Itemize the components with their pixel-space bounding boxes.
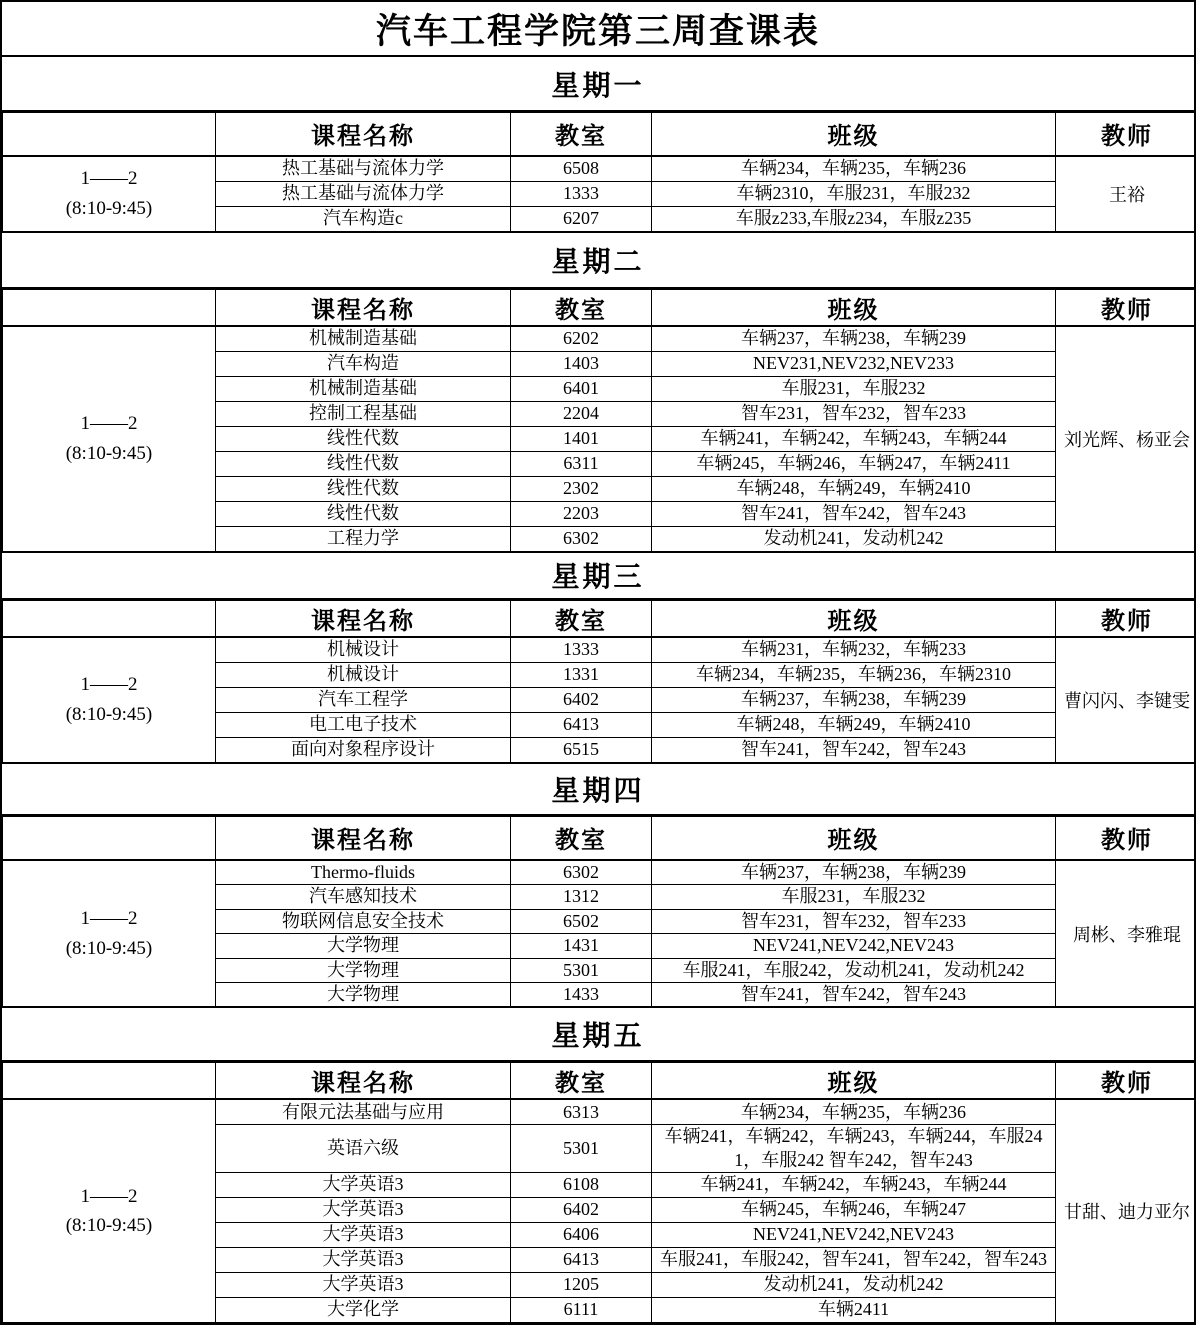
room-cell: 2302 [511,476,652,501]
course-cell: 机械设计 [216,662,511,687]
classes-cell: 车辆237，车辆238，车辆239 [652,860,1056,885]
room-cell: 6508 [511,156,652,182]
day-table [2,1062,1196,1323]
room-cell: 1431 [511,934,652,958]
teacher-cell: 王裕 [1056,156,1196,232]
col-header-room: 教室 [511,113,652,156]
col-header-teacher: 教师 [1056,113,1196,156]
col-header-course: 课程名称 [216,816,511,860]
classes-cell: 车辆234，车辆235，车辆236，车辆2310 [652,662,1056,687]
course-cell: 汽车感知技术 [216,885,511,909]
room-cell: 5301 [511,958,652,982]
room-cell: 6406 [511,1223,652,1248]
course-cell: 大学物理 [216,982,511,1007]
time-column-header-empty [3,1063,216,1100]
table-row [3,156,1196,182]
room-cell: 6402 [511,687,652,712]
course-cell: 线性代数 [216,501,511,526]
course-cell: 汽车工程学 [216,687,511,712]
day-banner: 星期二 [2,233,1194,289]
course-cell: 汽车构造 [216,351,511,376]
room-cell: 6413 [511,712,652,737]
classes-cell: 车辆2411 [652,1298,1056,1323]
course-cell: 大学英语3 [216,1223,511,1248]
course-cell: 热工基础与流体力学 [216,156,511,182]
col-header-classes: 班级 [652,1063,1056,1100]
course-cell: 大学英语3 [216,1273,511,1298]
time-column-header-empty [3,289,216,326]
classes-cell: 发动机241，发动机242 [652,1273,1056,1298]
room-cell: 1333 [511,637,652,663]
day-banner: 星期四 [2,764,1194,816]
classes-cell: 车辆241，车辆242，车辆243，车辆244 [652,426,1056,451]
classes-cell: 车辆245，车辆246，车辆247，车辆2411 [652,451,1056,476]
table-row [3,326,1196,352]
classes-cell: 智车241，智车242，智车243 [652,982,1056,1007]
course-cell: 机械设计 [216,637,511,663]
page-title: 汽车工程学院第三周查课表 [2,2,1194,57]
time-slot-cell [3,1099,216,1322]
room-cell: 6302 [511,526,652,552]
course-cell: 线性代数 [216,451,511,476]
time-slot-periods: 1——2 [7,164,211,193]
classes-cell: 车服241，车服242，智车241，智车242，智车243 [652,1248,1056,1273]
col-header-course: 课程名称 [216,113,511,156]
col-header-classes: 班级 [652,113,1056,156]
day-table [2,112,1196,233]
teacher-cell: 周彬、李雅琨 [1056,860,1196,1007]
col-header-teacher: 教师 [1056,289,1196,326]
col-header-classes: 班级 [652,600,1056,637]
room-cell: 6311 [511,451,652,476]
col-header-teacher: 教师 [1056,600,1196,637]
day-banner: 星期一 [2,57,1194,112]
day-section [2,1008,1194,1323]
time-column-header-empty [3,600,216,637]
course-cell: 热工基础与流体力学 [216,181,511,206]
course-cell: 线性代数 [216,426,511,451]
classes-cell: 智车241，智车242，智车243 [652,737,1056,763]
course-cell: 机械制造基础 [216,326,511,352]
classes-cell: 智车231，智车232，智车233 [652,401,1056,426]
room-cell: 6111 [511,1298,652,1323]
course-cell: 线性代数 [216,476,511,501]
course-cell: 控制工程基础 [216,401,511,426]
col-header-room: 教室 [511,816,652,860]
day-sections-container [2,57,1194,1323]
classes-cell: NEV241,NEV242,NEV243 [652,934,1056,958]
room-cell: 6202 [511,326,652,352]
classes-cell: 车服z233,车服z234，车服z235 [652,206,1056,232]
time-slot-cell [3,156,216,232]
classes-cell: 车辆241，车辆242，车辆243，车辆244，车服241，车服242 智车242，智车243 [652,1125,1056,1173]
time-slot-cell [3,860,216,1007]
day-section [2,764,1194,1009]
classes-cell: 车辆231，车辆232，车辆233 [652,637,1056,663]
classes-cell: NEV241,NEV242,NEV243 [652,1223,1056,1248]
room-cell: 6401 [511,376,652,401]
room-cell: 6108 [511,1173,652,1198]
teacher-cell: 甘甜、迪力亚尔 [1056,1099,1196,1322]
classes-cell: 车辆241，车辆242，车辆243，车辆244 [652,1173,1056,1198]
room-cell: 6313 [511,1099,652,1125]
course-cell: 电工电子技术 [216,712,511,737]
time-slot-periods: 1——2 [7,670,211,699]
col-header-course: 课程名称 [216,289,511,326]
room-cell: 5301 [511,1125,652,1173]
room-cell: 2204 [511,401,652,426]
course-cell: 工程力学 [216,526,511,552]
room-cell: 6413 [511,1248,652,1273]
time-column-header-empty [3,113,216,156]
day-table [2,289,1196,553]
time-slot-hours: (8:10-9:45) [7,934,211,963]
time-slot-hours: (8:10-9:45) [7,1211,211,1240]
teacher-cell: 刘光辉、杨亚会 [1056,326,1196,552]
course-cell: 面向对象程序设计 [216,737,511,763]
col-header-teacher: 教师 [1056,1063,1196,1100]
classes-cell: 发动机241，发动机242 [652,526,1056,552]
classes-cell: 车辆234，车辆235，车辆236 [652,156,1056,182]
col-header-teacher: 教师 [1056,816,1196,860]
time-slot-cell [3,326,216,552]
classes-cell: 车服241，车服242，发动机241，发动机242 [652,958,1056,982]
classes-cell: 车辆234，车辆235，车辆236 [652,1099,1056,1125]
classes-cell: 车辆248，车辆249，车辆2410 [652,476,1056,501]
room-cell: 1312 [511,885,652,909]
room-cell: 6502 [511,909,652,933]
course-cell: Thermo-fluids [216,860,511,885]
course-cell: 大学英语3 [216,1248,511,1273]
room-cell: 1403 [511,351,652,376]
col-header-room: 教室 [511,1063,652,1100]
day-banner: 星期三 [2,553,1194,600]
course-cell: 大学化学 [216,1298,511,1323]
room-cell: 6515 [511,737,652,763]
classes-cell: 车辆237，车辆238，车辆239 [652,326,1056,352]
table-row [3,637,1196,663]
col-header-room: 教室 [511,289,652,326]
course-cell: 汽车构造c [216,206,511,232]
classes-cell: NEV231,NEV232,NEV233 [652,351,1056,376]
time-slot-periods: 1——2 [7,904,211,933]
day-section [2,233,1194,553]
room-cell: 6302 [511,860,652,885]
room-cell: 2203 [511,501,652,526]
course-cell: 大学英语3 [216,1198,511,1223]
classes-cell: 车服231，车服232 [652,376,1056,401]
classes-cell: 车辆248，车辆249，车辆2410 [652,712,1056,737]
day-section [2,57,1194,233]
course-cell: 大学物理 [216,934,511,958]
col-header-classes: 班级 [652,816,1056,860]
classes-cell: 车辆2310，车服231，车服232 [652,181,1056,206]
day-banner: 星期五 [2,1008,1194,1062]
day-table [2,816,1196,1009]
course-cell: 大学物理 [216,958,511,982]
time-slot-hours: (8:10-9:45) [7,700,211,729]
course-cell: 机械制造基础 [216,376,511,401]
course-cell: 英语六级 [216,1125,511,1173]
col-header-course: 课程名称 [216,1063,511,1100]
room-cell: 6402 [511,1198,652,1223]
classes-cell: 车辆237，车辆238，车辆239 [652,687,1056,712]
course-cell: 大学英语3 [216,1173,511,1198]
room-cell: 1433 [511,982,652,1007]
room-cell: 6207 [511,206,652,232]
table-row [3,1099,1196,1125]
time-slot-hours: (8:10-9:45) [7,439,211,468]
col-header-course: 课程名称 [216,600,511,637]
room-cell: 1333 [511,181,652,206]
time-column-header-empty [3,816,216,860]
room-cell: 1401 [511,426,652,451]
day-section [2,553,1194,764]
room-cell: 1331 [511,662,652,687]
classes-cell: 车辆245，车辆246，车辆247 [652,1198,1056,1223]
time-slot-hours: (8:10-9:45) [7,194,211,223]
course-cell: 有限元法基础与应用 [216,1099,511,1125]
classes-cell: 智车231，智车232，智车233 [652,909,1056,933]
time-slot-periods: 1——2 [7,409,211,438]
day-table [2,600,1196,764]
course-cell: 物联网信息安全技术 [216,909,511,933]
classes-cell: 智车241，智车242，智车243 [652,501,1056,526]
table-row [3,860,1196,885]
col-header-classes: 班级 [652,289,1056,326]
time-slot-cell [3,637,216,763]
teacher-cell: 曹闪闪、李键雯 [1056,637,1196,763]
time-slot-periods: 1——2 [7,1182,211,1211]
col-header-room: 教室 [511,600,652,637]
room-cell: 1205 [511,1273,652,1298]
classes-cell: 车服231，车服232 [652,885,1056,909]
